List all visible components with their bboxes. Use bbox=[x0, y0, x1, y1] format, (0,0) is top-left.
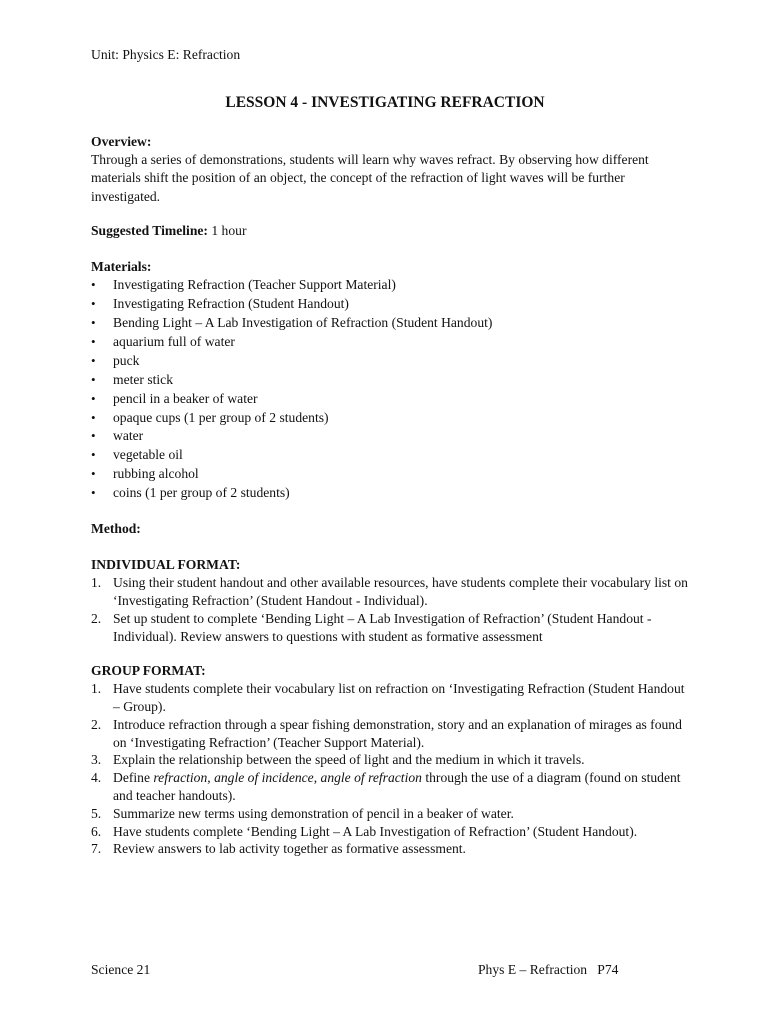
list-item: • meter stick bbox=[91, 371, 691, 390]
list-item: • water bbox=[91, 427, 691, 446]
list-item: • Investigating Refraction (Student Handout) bbox=[91, 295, 691, 314]
step-number: 1. bbox=[91, 575, 102, 591]
timeline-value: 1 hour bbox=[207, 223, 247, 238]
step-text: Have students complete their vocabulary list on refraction on ‘Investigating Refraction (Student Handout – Group). bbox=[113, 681, 685, 714]
step-text: Using their student handout and other available resources, have students complete their vocabulary list on ‘Investigating Refraction’ (Student Handout - Individual). bbox=[113, 575, 688, 608]
group-format-section bbox=[91, 662, 691, 858]
footer-course: Science 21 bbox=[91, 962, 151, 977]
list-item bbox=[91, 751, 691, 769]
step-number: 1. bbox=[91, 681, 102, 697]
lesson-title: LESSON 4 - INVESTIGATING REFRACTION bbox=[225, 94, 545, 111]
step-text-pre: Define bbox=[113, 770, 154, 786]
list-item bbox=[91, 680, 691, 716]
materials-section bbox=[91, 258, 691, 503]
group-format-heading: GROUP FORMAT: bbox=[91, 663, 206, 678]
list-item: • rubbing alcohol bbox=[91, 465, 691, 484]
step-number: 2. bbox=[91, 610, 102, 626]
method-heading: Method: bbox=[91, 521, 141, 536]
step-text-post: through the use of a diagram (found on student and teacher handouts). bbox=[113, 770, 681, 803]
term-separator: , bbox=[207, 770, 215, 786]
individual-steps bbox=[91, 574, 691, 645]
list-item: • Bending Light – A Lab Investigation of Refraction (Student Handout) bbox=[91, 314, 691, 333]
list-item bbox=[91, 805, 691, 823]
timeline-label: Suggested Timeline: bbox=[91, 223, 208, 238]
list-item bbox=[91, 574, 691, 610]
step-text: Have students complete ‘Bending Light – A Lab Investigation of Refraction’ (Student Handout). bbox=[113, 823, 638, 839]
term-separator: , bbox=[313, 770, 321, 786]
list-item: • coins (1 per group of 2 students) bbox=[91, 484, 691, 503]
list-item: • opaque cups (1 per group of 2 students) bbox=[91, 409, 691, 428]
overview-text: Through a series of demonstrations, students will learn why waves refract. By observing how different materials shift the position of an object, the concept of the refraction of light waves will be further investigated. bbox=[91, 152, 649, 204]
list-item bbox=[91, 769, 691, 805]
footer-page-label bbox=[478, 961, 618, 979]
overview-heading: Overview: bbox=[91, 134, 152, 149]
step-number: 4. bbox=[91, 770, 102, 786]
term-angle-of-refraction: angle of refraction bbox=[320, 770, 422, 786]
list-item bbox=[91, 840, 691, 858]
list-item: • pencil in a beaker of water bbox=[91, 390, 691, 409]
step-text: Explain the relationship between the speed of light and the medium in which it travels. bbox=[113, 752, 585, 768]
term-angle-of-incidence: angle of incidence bbox=[214, 770, 314, 786]
individual-format-heading: INDIVIDUAL FORMAT: bbox=[91, 557, 241, 572]
step-number: 5. bbox=[91, 805, 102, 821]
list-item bbox=[91, 823, 691, 841]
step-text: Review answers to lab activity together as formative assessment. bbox=[113, 841, 466, 857]
materials-heading: Materials: bbox=[91, 259, 152, 274]
step-number: 3. bbox=[91, 752, 102, 768]
timeline-line bbox=[91, 222, 691, 240]
group-steps bbox=[91, 680, 691, 858]
list-item bbox=[91, 716, 691, 752]
term-refraction: refraction bbox=[153, 770, 208, 786]
step-text: Introduce refraction through a spear fishing demonstration, story and an explanation of mirages as found on ‘Investigating Refraction’ (Teacher Support Material). bbox=[113, 716, 682, 750]
materials-list bbox=[91, 276, 691, 503]
step-number: 2. bbox=[91, 716, 102, 732]
step-number: 6. bbox=[91, 823, 102, 839]
unit-header: Unit: Physics E: Refraction bbox=[91, 47, 241, 62]
step-text: Set up student to complete ‘Bending Light – A Lab Investigation of Refraction’ (Student Handout - Individual). Review answers to questions with student as formative assessment bbox=[113, 610, 652, 644]
footer-page-text: Phys E – Refraction P74 bbox=[478, 962, 619, 977]
list-item: • vegetable oil bbox=[91, 446, 691, 465]
list-item: • Investigating Refraction (Teacher Support Material) bbox=[91, 276, 691, 295]
step-number: 7. bbox=[91, 841, 102, 857]
list-item bbox=[91, 610, 691, 646]
individual-format-section bbox=[91, 556, 691, 645]
step-text: Summarize new terms using demonstration of pencil in a beaker of water. bbox=[113, 805, 514, 821]
list-item: • aquarium full of water bbox=[91, 333, 691, 352]
list-item: • puck bbox=[91, 352, 691, 371]
overview-section bbox=[91, 133, 691, 206]
